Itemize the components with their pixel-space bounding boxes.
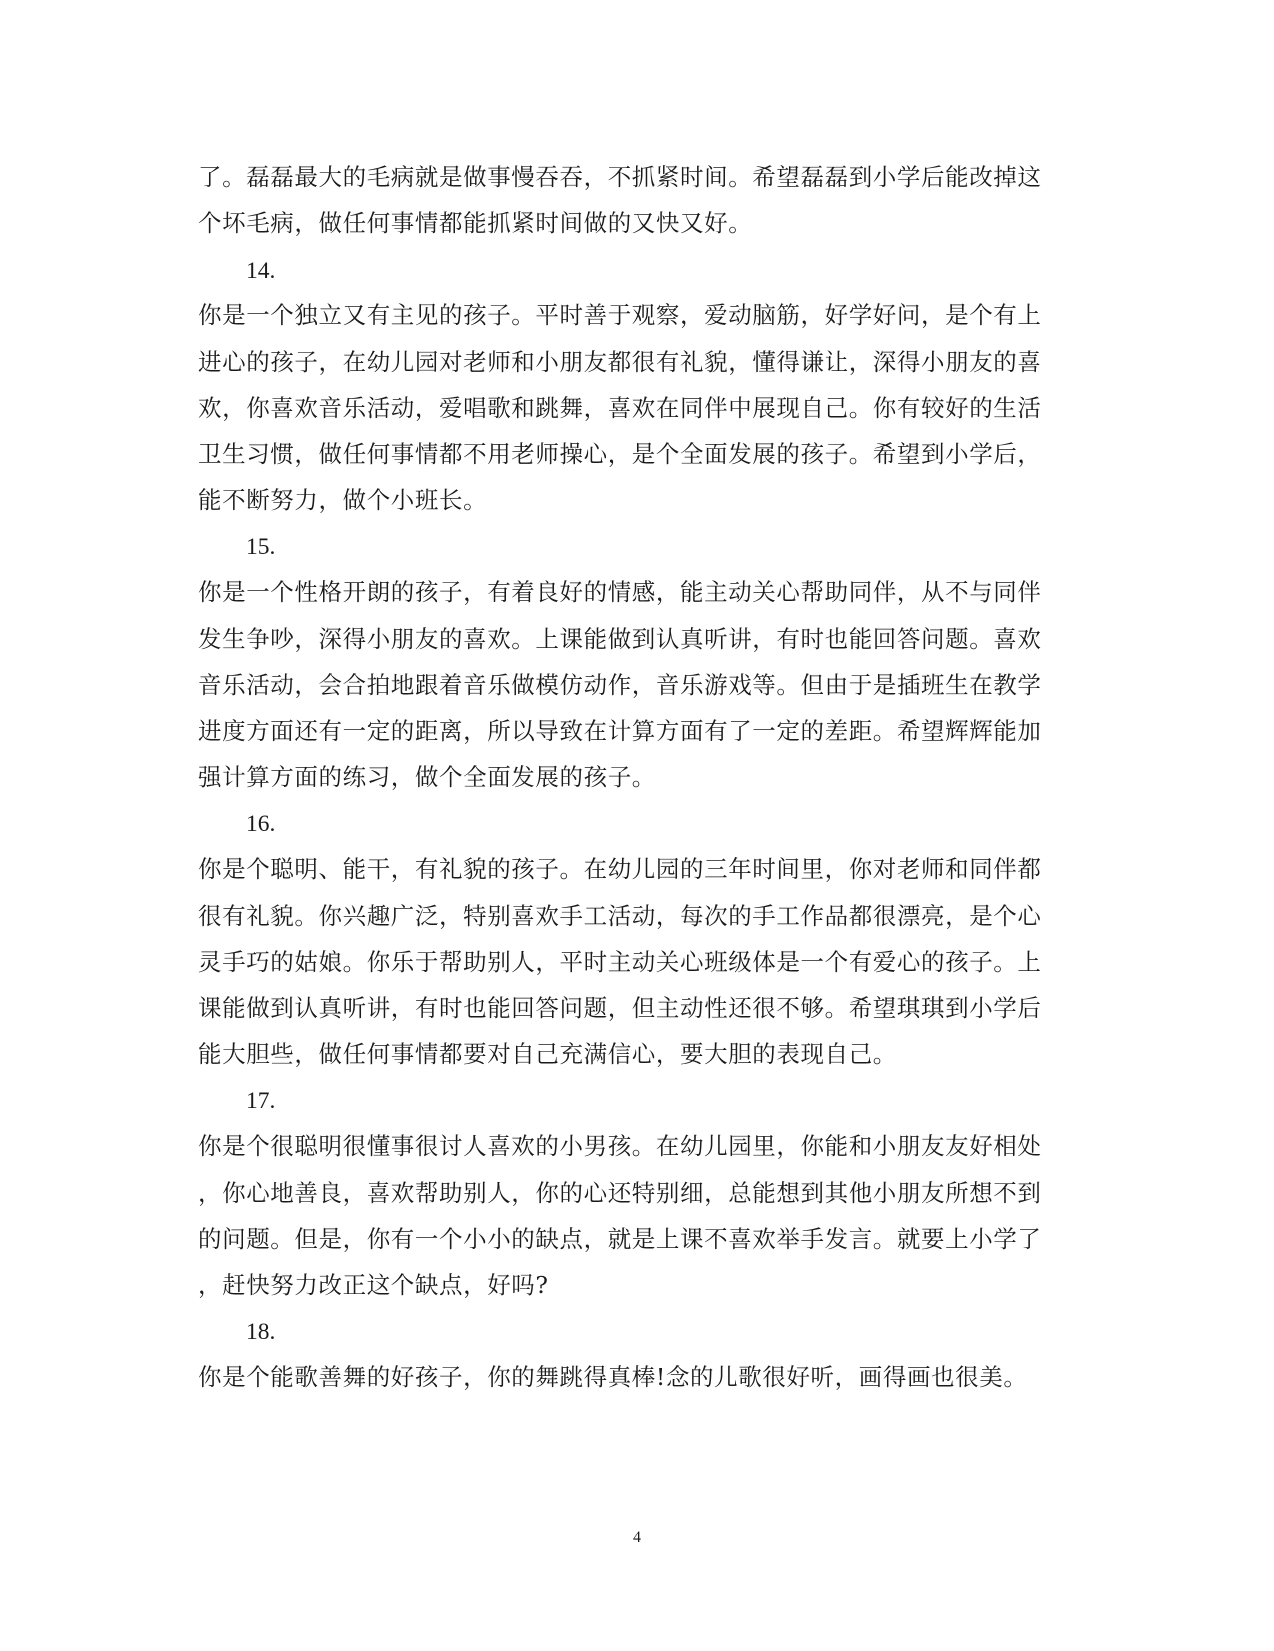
text-line: 进度方面还有一定的距离，所以导致在计算方面有了一定的差距。希望辉辉能加 [198, 717, 1042, 745]
text-line: 音乐活动，会合拍地跟着音乐做模仿动作，音乐游戏等。但由于是插班生在教学 [198, 671, 1042, 699]
text-line: 强计算方面的练习，做个全面发展的孩子。 [198, 763, 656, 791]
text-line: 发生争吵，深得小朋友的喜欢。上课能做到认真听讲，有时也能回答问题。喜欢 [198, 625, 1042, 653]
entry-number: 18. [246, 1319, 276, 1345]
entry-number: 14. [246, 258, 276, 284]
text-line: ，你心地善良，喜欢帮助别人，你的心还特别细，总能想到其他小朋友所想不到 [198, 1179, 1042, 1207]
text-line: 你是个很聪明很懂事很讨人喜欢的小男孩。在幼儿园里，你能和小朋友友好相处 [198, 1132, 1042, 1160]
text-line: 能不断努力，做个小班长。 [198, 486, 488, 514]
text-line: 你是个聪明、能干，有礼貌的孩子。在幼儿园的三年时间里，你对老师和同伴都 [198, 855, 1042, 883]
entry-number: 15. [246, 534, 276, 560]
text-line: 了。磊磊最大的毛病就是做事慢吞吞，不抓紧时间。希望磊磊到小学后能改掉这 [198, 163, 1042, 191]
text-line: 灵手巧的姑娘。你乐于帮助别人，平时主动关心班级体是一个有爱心的孩子。上 [198, 948, 1042, 976]
entry-number: 16. [246, 811, 276, 837]
text-line: 欢，你喜欢音乐活动，爱唱歌和跳舞，喜欢在同伴中展现自己。你有较好的生活 [198, 394, 1042, 422]
text-line: 卫生习惯，做任何事情都不用老师操心，是个全面发展的孩子。希望到小学后， [198, 440, 1042, 468]
text-line: 进心的孩子，在幼儿园对老师和小朋友都很有礼貌，懂得谦让，深得小朋友的喜 [198, 348, 1042, 376]
text-line: 你是一个性格开朗的孩子，有着良好的情感，能主动关心帮助同伴，从不与同伴 [198, 578, 1042, 606]
text-line: 的问题。但是，你有一个小小的缺点，就是上课不喜欢举手发言。就要上小学了 [198, 1225, 1042, 1253]
text-line: ，赶快努力改正这个缺点，好吗? [198, 1271, 549, 1299]
entry-number: 17. [246, 1088, 276, 1114]
text-line: 你是个能歌善舞的好孩子，你的舞跳得真棒!念的儿歌很好听，画得画也很美。 [198, 1363, 1028, 1391]
text-line: 课能做到认真听讲，有时也能回答问题，但主动性还很不够。希望琪琪到小学后 [198, 994, 1042, 1022]
page-number: 4 [633, 1529, 641, 1546]
text-line: 能大胆些，做任何事情都要对自己充满信心，要大胆的表现自己。 [198, 1040, 897, 1068]
text-line: 个坏毛病，做任何事情都能抓紧时间做的又快又好。 [198, 209, 753, 237]
text-line: 你是一个独立又有主见的孩子。平时善于观察，爱动脑筋，好学好问，是个有上 [198, 301, 1042, 329]
text-line: 很有礼貌。你兴趣广泛，特别喜欢手工活动，每次的手工作品都很漂亮，是个心 [198, 902, 1042, 930]
